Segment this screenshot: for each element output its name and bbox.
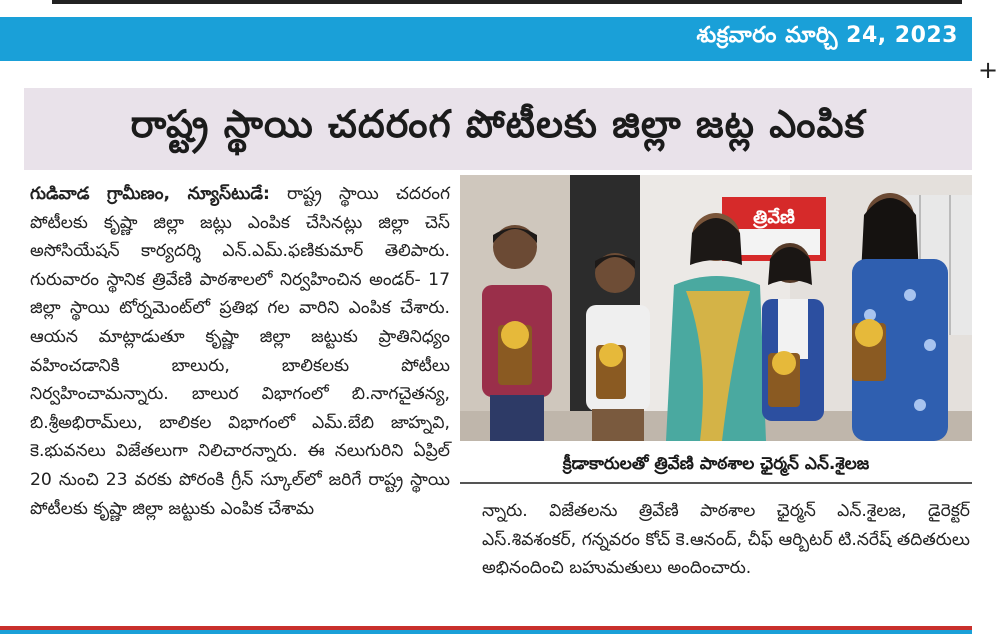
photo-illustration xyxy=(460,175,972,441)
trophy-icon xyxy=(768,351,800,407)
article-column-right xyxy=(482,497,970,583)
issue-date: శుక్రవారం మార్చి 24, 2023 xyxy=(696,23,958,48)
plus-icon: + xyxy=(978,56,999,84)
article-column-left xyxy=(30,180,450,523)
article-continuation: న్నారు. విజేతలను త్రివేణి పాఠశాల ఛైర్మన్ ఎన్.శైలజ, డైరెక్టర్ ఎస్.శివశంకర్, గన్నవరం కోచ్ కె.ఆనంద్, చీఫ్ ఆర్బిటర్ టి.నరేష్ తదితరులు అభినందించి బహుమతులు అందించారు. xyxy=(482,501,970,579)
trophy-icon xyxy=(852,319,886,381)
article-body: రాష్ట్ర స్థాయి చదరంగ పోటీలకు కృష్ణా జిల్లా జట్లు ఎంపిక చేసినట్లు జిల్లా చెస్ అసోసియేషన్ కార్యదర్శి ఎన్.ఎమ్.ఫణికుమార్ తెలిపారు. గురువారం స్థానిక త్రివేణి పాఠశాలలో నిర్వహించిన అండర్- 17 జిల్లా స్థాయి టోర్నమెంట్‌లో ప్రతిభ గల వారిని ఎంపిక చేశారు. ఆయన మాట్లాడుతూ కృష్ణా జిల్లా జట్టుకు ప్రాతినిధ్యం వహించడానికి బాలురు, బాలికలకు పోటీలు నిర్వహించామన్నారు. బాలుర విభాగంలో బి.నాగచైతన్య, బి.శ్రీఅభిరామ్‌లు, బాలికల విభాగంలో ఎమ్.బేబి జాహ్నవి, కె.భువనలు విజేతలుగా నిలిచారన్నారు. ఈ నలుగురిని ఏప్రిల్ 20 నుంచి 23 వరకు పోరంకి గ్రీన్ స్కూల్‌లో జరిగే రాష్ట్ర స్థాయి పోటీలకు కృష్ణా జిల్లా జట్టుకు ఎంపిక చేశామ xyxy=(30,184,450,519)
article-dateline: గుడివాడ గ్రామీణం, న్యూస్‌టుడే: xyxy=(30,184,270,204)
trophy-icon xyxy=(596,343,626,399)
headline-box xyxy=(24,88,972,170)
banner-text: త్రివేణి xyxy=(753,207,795,228)
headline: రాష్ట్ర స్థాయి చదరంగ పోటీలకు జిల్లా జట్ల ఎంపిక xyxy=(130,102,866,146)
date-strip xyxy=(0,17,972,61)
news-photo xyxy=(460,175,972,441)
bottom-rule-blue xyxy=(0,630,972,634)
trophy-icon xyxy=(498,321,532,385)
photo-caption: క్రీడాకారులతో త్రివేణి పాఠశాల ఛైర్మన్ ఎన్.శైలజ xyxy=(460,446,972,484)
top-rule xyxy=(52,0,962,4)
